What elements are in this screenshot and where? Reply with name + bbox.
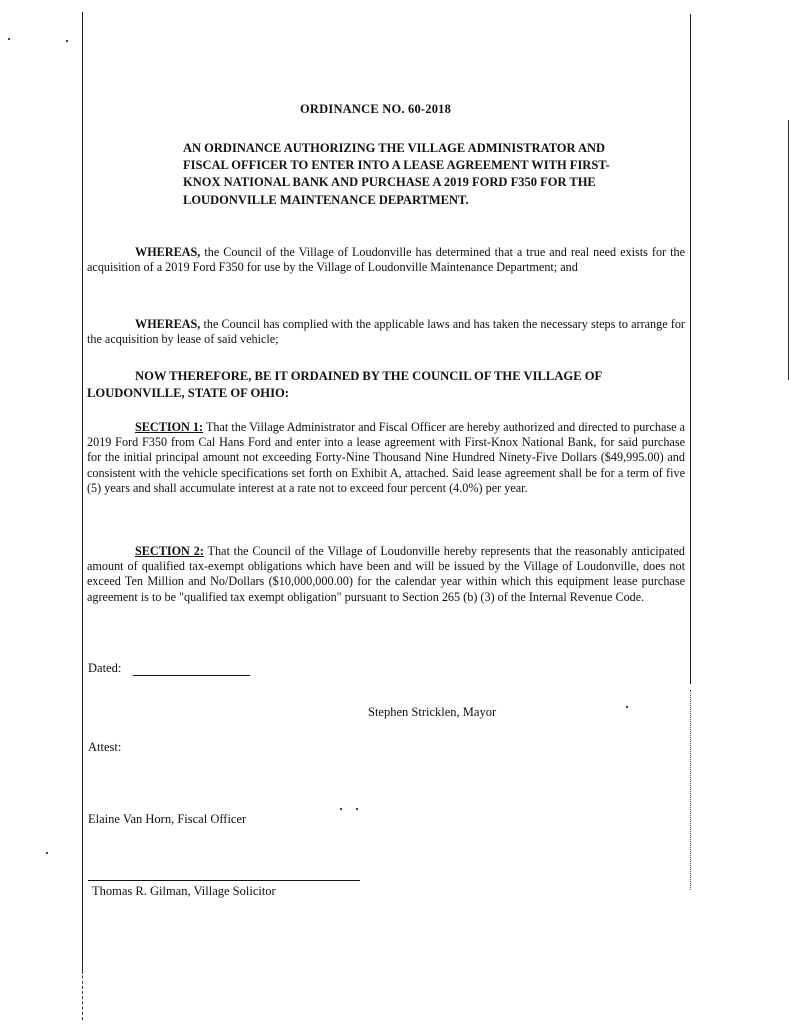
fiscal-officer-signature-name: Elaine Van Horn, Fiscal Officer [88, 812, 247, 826]
section-2-paragraph [87, 544, 685, 605]
dated-signature-line [133, 675, 250, 676]
right-margin-rule-dotted [690, 690, 691, 890]
dated-label: Dated: [88, 661, 122, 675]
page-edge-rule [788, 120, 789, 380]
mayor-signature-name: Stephen Stricklen, Mayor [368, 705, 497, 719]
section-1-heading: SECTION 1: [135, 420, 204, 434]
whereas-lead: WHEREAS, [135, 245, 201, 259]
whereas-paragraph-1 [87, 245, 685, 275]
right-margin-rule [690, 14, 691, 684]
scan-speck [66, 40, 68, 42]
scan-speck [46, 852, 48, 854]
section-2-text: That the Council of the Village of Loudonville hereby represents that the reasonably anticipated amount of qualified tax-exempt obligations which have been and will be issued by the Village of Loudonville, does not exceed Ten Million and No/Dollars ($10,000,000.00) for the calendar year within which this equipment lease purchase agreement is to be "qualified tax exempt obligation" pursuant to Section 265 (b) (3) of the Internal Revenue Code. [87, 544, 686, 604]
scan-speck [356, 808, 358, 810]
left-margin-rule-dashed [82, 960, 84, 1020]
ordinance-subject: AN ORDINANCE AUTHORIZING THE VILLAGE ADMINISTRATOR AND FISCAL OFFICER TO ENTER INTO A LEASE AGREEMENT WITH FIRST-KNOX NATIONAL BANK AND PURCHASE A 2019 FORD F350 FOR THE LOUDONVILLE MAINTENANCE DEPARTMENT. [183, 141, 610, 207]
ordain-clause [87, 368, 687, 402]
ordain-text: NOW THEREFORE, BE IT ORDAINED BY THE COUNCIL OF THE VILLAGE OF LOUDONVILLE, STATE OF OHIO: [87, 369, 602, 400]
whereas-paragraph-2 [87, 317, 685, 347]
section-1-text: That the Village Administrator and Fiscal Officer are hereby authorized and directed to purchase a 2019 Ford F350 from Cal Hans Ford and enter into a lease agreement with First-Knox National Bank, for said purchase for the initial principal amount not exceeding Forty-Nine Thousand Nine Hundred Ninety-Five Dollars ($49,995.00) and consistent with the vehicle specifications set forth on Exhibit A, attached. Said lease agreement shall be for a term of five (5) years and shall accumulate interest at a rate not to exceed four percent (4.0%) per year. [87, 420, 686, 495]
scan-speck [626, 706, 628, 708]
attest-label: Attest: [88, 740, 122, 754]
section-2-heading: SECTION 2: [135, 544, 204, 558]
left-margin-rule [82, 12, 83, 974]
whereas-lead: WHEREAS, [135, 317, 201, 331]
ordinance-title: ORDINANCE NO. 60-2018 [300, 102, 452, 116]
whereas-text: the Council of the Village of Loudonville has determined that a true and real need exists for the acquisition of a 2019 Ford F350 for use by the Village of Loudonville Maintenance Department; and [87, 245, 685, 275]
scan-speck [340, 808, 342, 810]
section-1-paragraph [87, 420, 685, 496]
solicitor-signature-line [88, 880, 360, 881]
whereas-text: the Council has complied with the applicable laws and has taken the necessary steps to arrange for the acquisition by lease of said vehicle; [87, 317, 685, 347]
solicitor-signature-name: Thomas R. Gilman, Village Solicitor [92, 884, 276, 898]
scan-speck [8, 38, 10, 40]
